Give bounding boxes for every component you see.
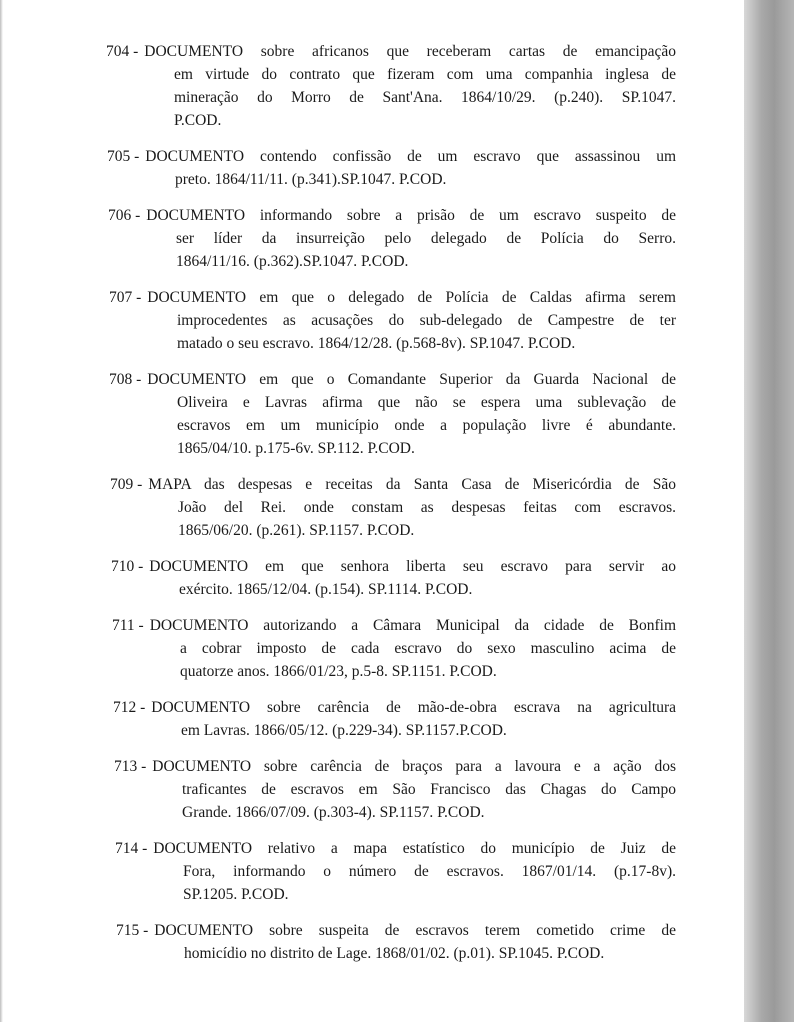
entry-number: 706 - bbox=[108, 207, 141, 224]
entry-text: improcedentes as acusações do sub-delegado de Campestre de ter bbox=[177, 312, 676, 329]
entry-text: Grande. 1866/07/09. (p.303-4). SP.1157. P.COD. bbox=[182, 804, 485, 821]
entry-text: DOCUMENTO em que o delegado de Polícia de Caldas afirma serem bbox=[147, 289, 676, 306]
entry-text: ser líder da insurreição pelo delegado de Polícia do Serro. bbox=[176, 230, 676, 247]
entry-text: DOCUMENTO relativo a mapa estatístico do município de Juiz de bbox=[153, 840, 676, 857]
list-item bbox=[107, 145, 676, 191]
entry-text: P.COD. bbox=[174, 112, 222, 129]
book-binding-edge bbox=[744, 0, 794, 1022]
list-item bbox=[109, 368, 676, 460]
list-item bbox=[110, 473, 676, 542]
entry-list bbox=[106, 40, 676, 978]
entry-text: DOCUMENTO sobre carência de braços para a lavoura e a ação dos bbox=[152, 758, 676, 775]
entry-text: MAPA das despesas e receitas da Santa Casa de Misericórdia de São bbox=[148, 476, 676, 493]
list-item bbox=[108, 204, 676, 273]
entry-text: DOCUMENTO em que senhora liberta seu escravo para servir ao bbox=[149, 558, 676, 575]
entry-text: matado o seu escravo. 1864/12/28. (p.568-8v). SP.1047. P.COD. bbox=[177, 335, 576, 352]
entry-text: DOCUMENTO em que o Comandante Superior da Guarda Nacional de bbox=[147, 371, 676, 388]
entry-number: 709 - bbox=[110, 476, 143, 493]
entry-number: 710 - bbox=[111, 558, 144, 575]
entry-text: escravos em um município onde a população livre é abundante. bbox=[177, 417, 676, 434]
entry-text: Fora, informando o número de escravos. 1867/01/14. (p.17-8v). bbox=[183, 863, 676, 880]
list-item bbox=[111, 555, 676, 601]
entry-number: 708 - bbox=[109, 371, 142, 388]
list-item bbox=[106, 40, 676, 132]
list-item bbox=[114, 755, 676, 824]
entry-number: 713 - bbox=[114, 758, 147, 775]
entry-text: traficantes de escravos em São Francisco das Chagas do Campo bbox=[182, 781, 676, 798]
entry-text: mineração do Morro de Sant'Ana. 1864/10/29. (p.240). SP.1047. bbox=[174, 89, 676, 106]
entry-text: João del Rei. onde constam as despesas feitas com escravos. bbox=[178, 499, 676, 516]
list-item bbox=[115, 837, 676, 906]
entry-text: Oliveira e Lavras afirma que não se espera uma sublevação de bbox=[177, 394, 676, 411]
entry-number: 705 - bbox=[107, 148, 140, 165]
entry-text: DOCUMENTO autorizando a Câmara Municipal da cidade de Bonfim bbox=[149, 617, 676, 634]
entry-text: a cobrar imposto de cada escravo do sexo masculino acima de bbox=[180, 640, 676, 657]
entry-text: em Lavras. 1866/05/12. (p.229-34). SP.1157.P.COD. bbox=[181, 722, 507, 739]
entry-number: 707 - bbox=[109, 289, 142, 306]
entry-text: DOCUMENTO sobre carência de mão-de-obra escrava na agricultura bbox=[151, 699, 676, 716]
page-left-edge bbox=[0, 0, 3, 1022]
entry-text: preto. 1864/11/11. (p.341).SP.1047. P.COD. bbox=[175, 171, 447, 188]
entry-number: 711 - bbox=[112, 617, 144, 634]
entry-text: DOCUMENTO sobre suspeita de escravos terem cometido crime de bbox=[154, 922, 676, 939]
list-item bbox=[112, 614, 676, 683]
entry-text: DOCUMENTO sobre africanos que receberam cartas de emancipação bbox=[144, 43, 676, 60]
entry-number: 704 - bbox=[106, 43, 139, 60]
entry-text: quatorze anos. 1866/01/23, p.5-8. SP.1151. P.COD. bbox=[180, 663, 497, 680]
entry-text: 1865/06/20. (p.261). SP.1157. P.COD. bbox=[178, 522, 415, 539]
entry-text: DOCUMENTO informando sobre a prisão de um escravo suspeito de bbox=[146, 207, 676, 224]
entry-text: homicídio no distrito de Lage. 1868/01/02. (p.01). SP.1045. P.COD. bbox=[184, 945, 605, 962]
entry-text: 1865/04/10. p.175-6v. SP.112. P.COD. bbox=[177, 440, 415, 457]
entry-text: em virtude do contrato que fizeram com uma companhia inglesa de bbox=[174, 66, 676, 83]
entry-text: DOCUMENTO contendo confissão de um escravo que assassinou um bbox=[145, 148, 676, 165]
entry-number: 715 - bbox=[116, 922, 149, 939]
list-item bbox=[116, 919, 676, 965]
entry-number: 714 - bbox=[115, 840, 148, 857]
entry-number: 712 - bbox=[113, 699, 146, 716]
entry-text: 1864/11/16. (p.362).SP.1047. P.COD. bbox=[176, 253, 409, 270]
entry-text: SP.1205. P.COD. bbox=[183, 886, 289, 903]
list-item bbox=[113, 696, 676, 742]
list-item bbox=[109, 286, 676, 355]
entry-text: exército. 1865/12/04. (p.154). SP.1114. P.COD. bbox=[179, 581, 473, 598]
